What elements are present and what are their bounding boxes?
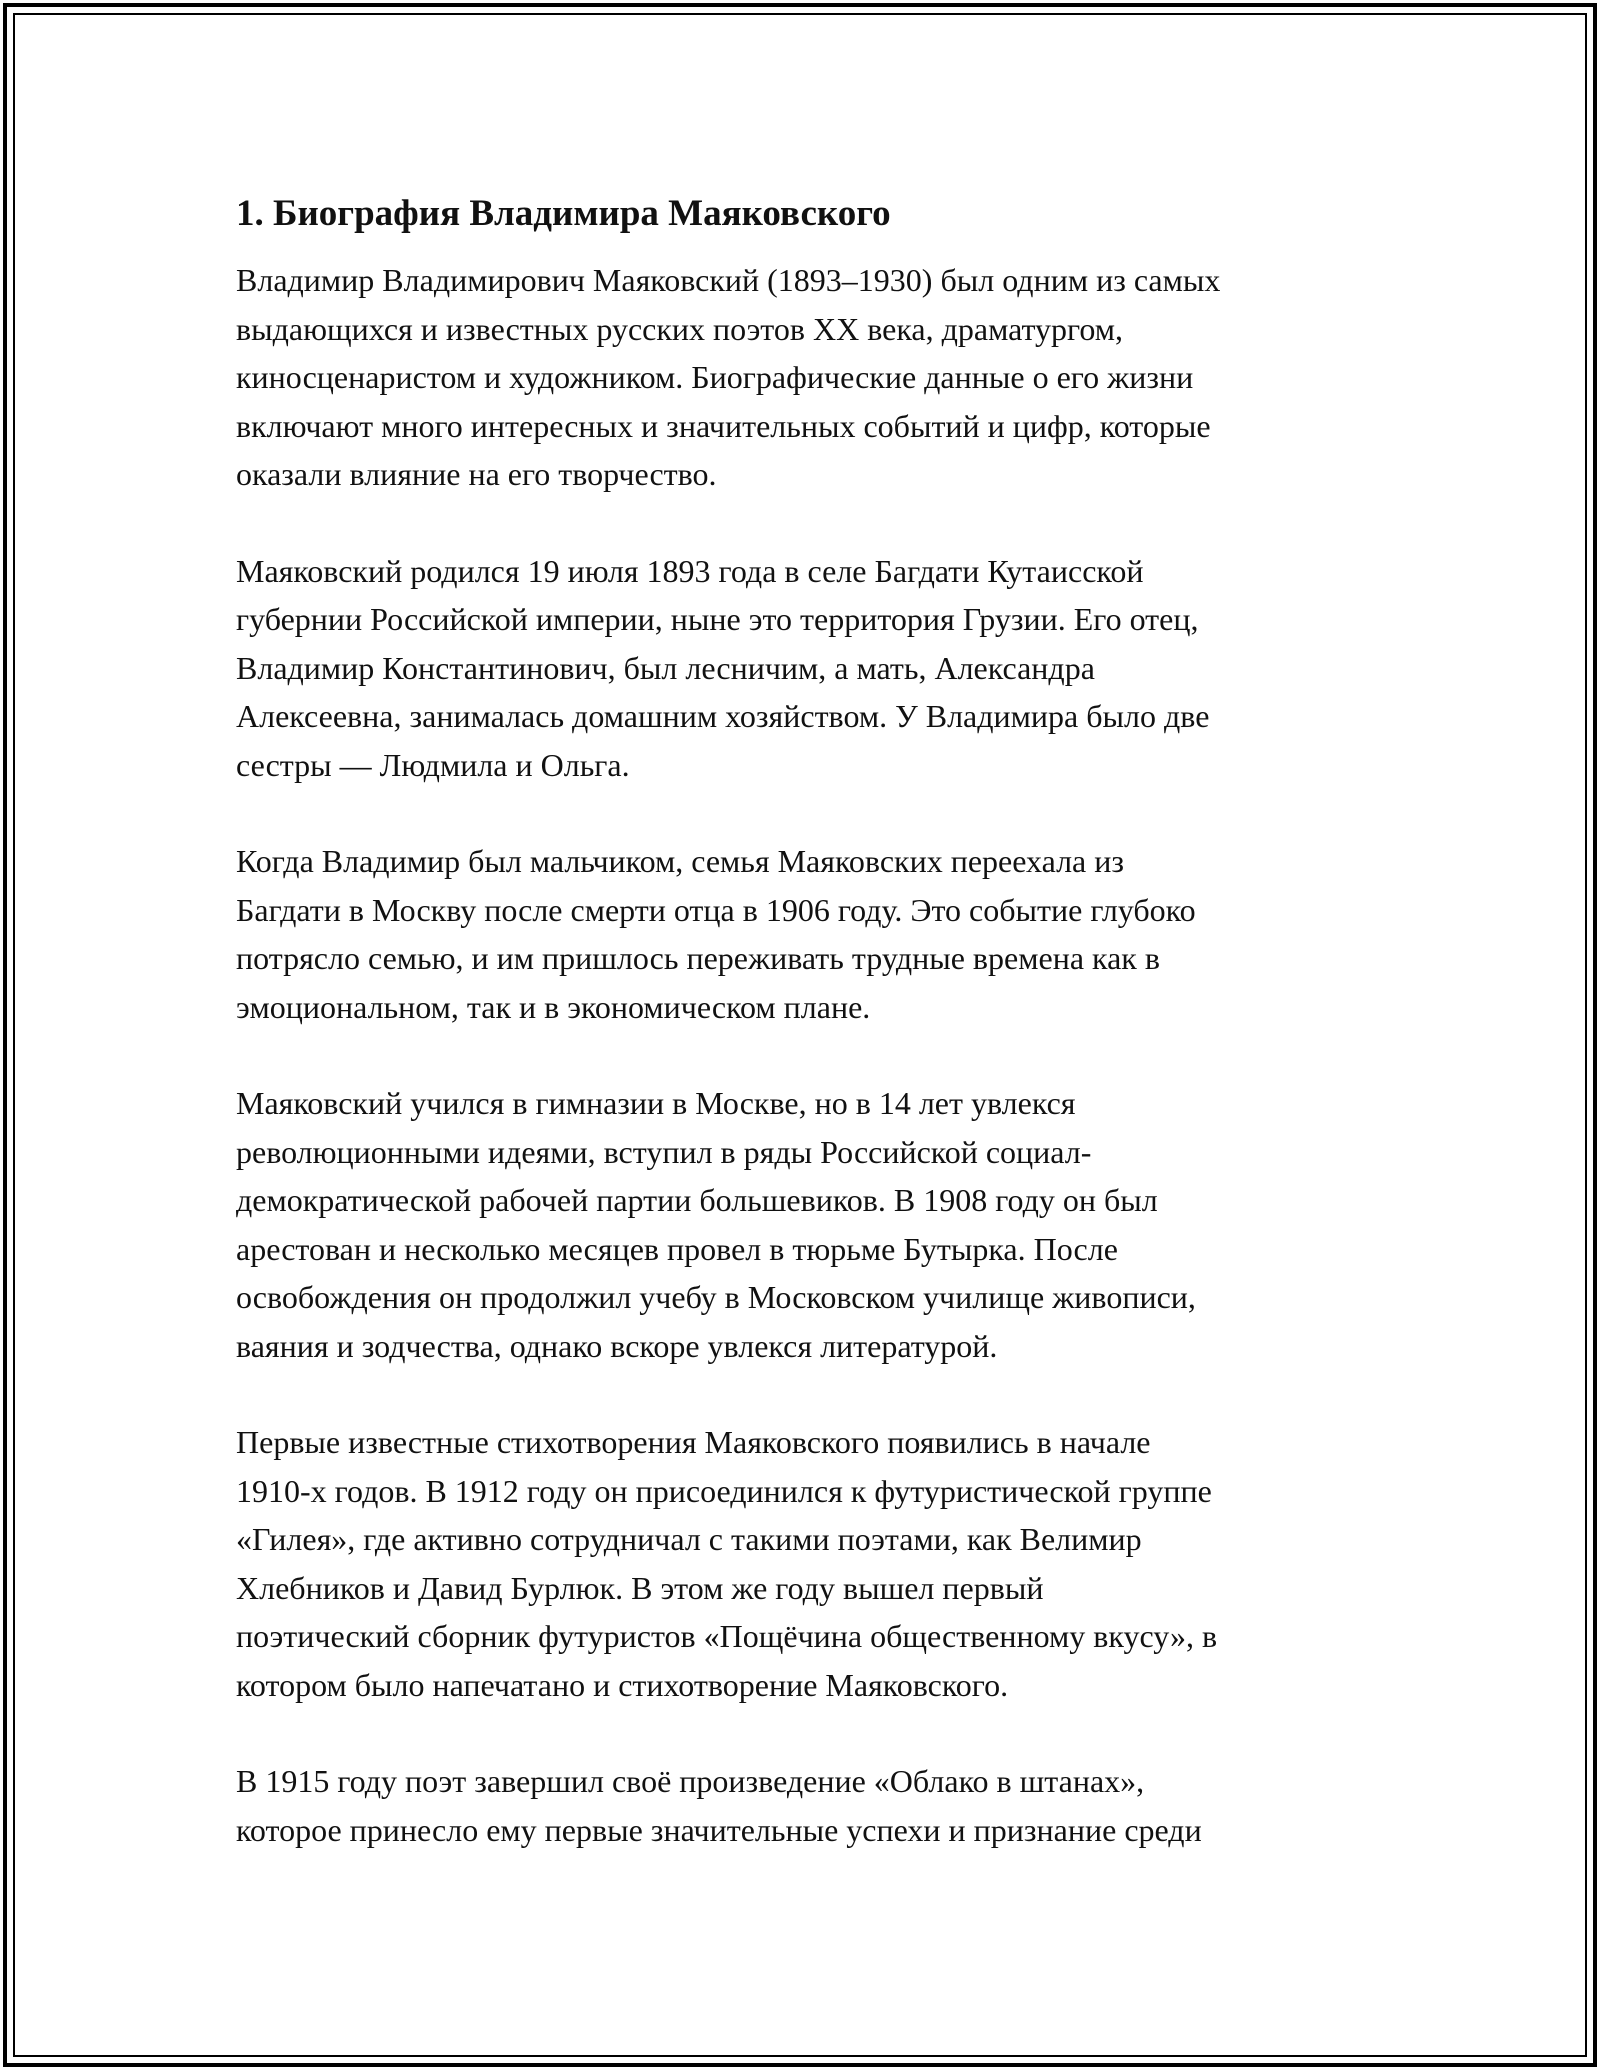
section-heading: 1. Биография Владимира Маяковского bbox=[236, 193, 891, 234]
paragraph-move-to-moscow: Когда Владимир был мальчиком, семья Маяковских переехала из Багдати в Москву после смерти отца в 1906 году. Это событие глубоко потрясло семью, и им пришлось переживать трудные времена как в эмоциональном, так и в экономическом плане. bbox=[236, 843, 1196, 1025]
paragraph-education: Маяковский учился в гимназии в Москве, но в 14 лет увлекся революционными идеями, вступил в ряды Российской социал- демократической рабочей партии большевиков. В 1908 году он был арестован и несколько месяцев провел в тюрьме Бутырка. После освобождения он продолжил учебу в Московском училище живописи, ваяния и зодчества, однако вскоре увлекся литературой. bbox=[236, 1085, 1196, 1364]
paragraph-cloud-in-trousers: В 1915 году поэт завершил своё произведение «Облако в штанах», которое принесло ему первые значительные успехи и признание среди bbox=[236, 1763, 1202, 1848]
paragraph-intro: Владимир Владимирович Маяковский (1893–1930) был одним из самых выдающихся и известных русских поэтов XX века, драматургом, киносценаристом и художником. Биографические данные о его жизни включают много интересных и значительных событий и цифр, которые оказали влияние на его творчество. bbox=[236, 262, 1221, 492]
document-body bbox=[236, 188, 1386, 1902]
paragraph-first-poems: Первые известные стихотворения Маяковского появились в начале 1910-х годов. В 1912 году он присоединился к футуристической группе «Гилея», где активно сотрудничал с такими поэтами, как Велимир Хлебников и Давид Бурлюк. В этом же году вышел первый поэтический сборник футуристов «Пощёчина общественному вкусу», в котором было напечатано и стихотворение Маяковского. bbox=[236, 1424, 1218, 1703]
paragraph-birth: Маяковский родился 19 июля 1893 года в селе Багдати Кутаисской губернии Российской империи, ныне это территория Грузии. Его отец, Владимир Константинович, был лесничим, а мать, Александра Алексеевна, занималась домашним хозяйством. У Владимира было две сестры — Людмила и Ольга. bbox=[236, 552, 1210, 783]
